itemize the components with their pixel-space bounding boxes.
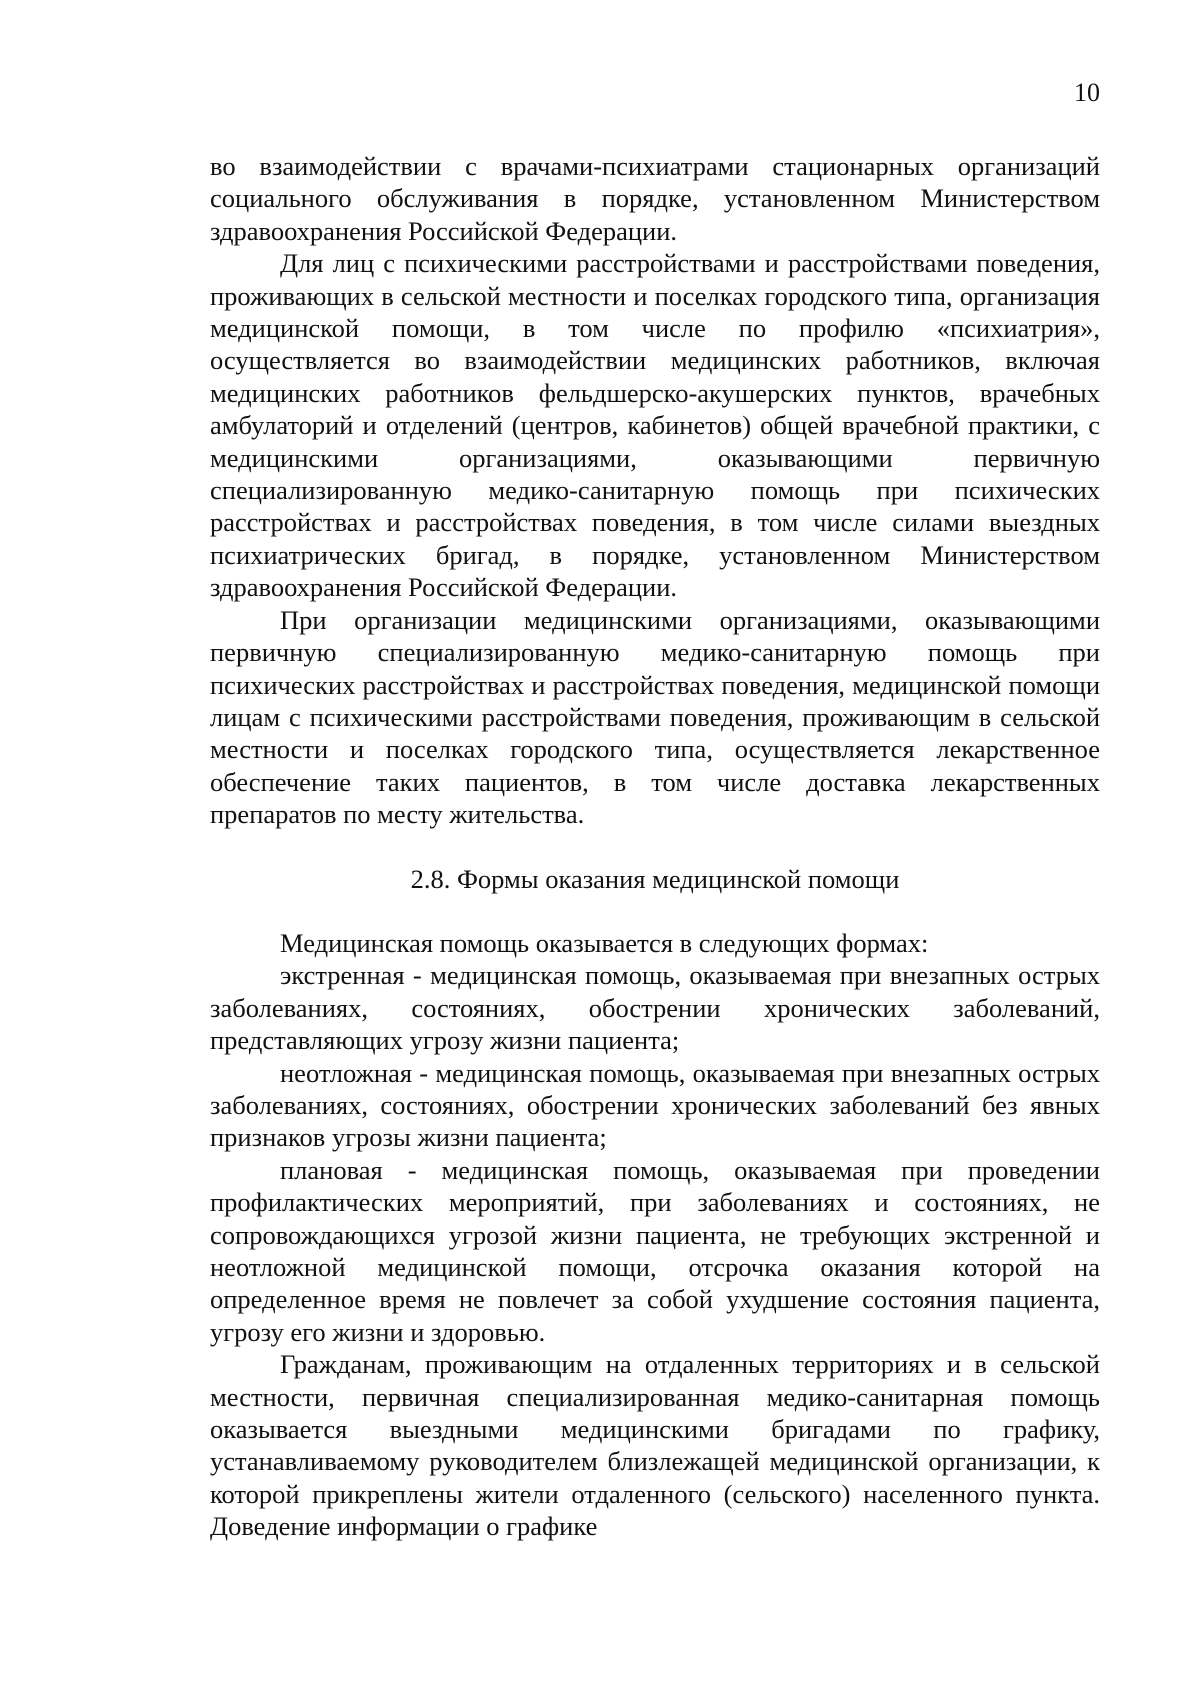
paragraph-drug-provision: При организации медицинскими организациями, оказывающими первичную специализированную медико-санитарную помощь при психических расстройствах и расстройствах поведения, медицинской помощи лицам с психическими расстройствами поведения, проживающим в сельской местности и поселках городского типа, осуществляется лекарственное обеспечение таких пациентов, в том числе доставка лекарственных препаратов по месту жительства. bbox=[210, 604, 1100, 830]
paragraph-planned-form: плановая - медицинская помощь, оказываемая при проведении профилактических мероприятий, при заболеваниях и состояниях, не сопровождающихся угрозой жизни пациента, не требующих экстренной и неотложной медицинской помощи, отсрочка оказания которой на определенное время не повлечет за собой ухудшение состояния пациента, угрозу его жизни и здоровью. bbox=[210, 1154, 1100, 1347]
page-number: 10 bbox=[1074, 78, 1100, 107]
paragraph-rural-psychiatric-care: Для лиц с психическими расстройствами и расстройствами поведения, проживающих в сельской местности и поселках городского типа, организация медицинской помощи, в том числе по профилю «психиатрия», осуществляется во взаимодействии медицинских работников, включая медицинских работников фельдшерско-акушерских пунктов, врачебных амбулаторий и отделений (центров, кабинетов) общей врачебной практики, с медицинскими организациями, оказывающими первичную специализированную медико-санитарную помощь при психических расстройствах и расстройствах поведения, в том числе силами выездных психиатрических бригад, в порядке, установленном Министерством здравоохранения Российской Федерации. bbox=[210, 248, 1100, 603]
paragraph-emergency-form: экстренная - медицинская помощь, оказываемая при внезапных острых заболеваниях, состояниях, обострении хронических заболеваний, представляющих угрозу жизни пациента; bbox=[210, 960, 1100, 1056]
paragraph-remote-territories: Гражданам, проживающим на отдаленных территориях и в сельской местности, первичная специализированная медико-санитарная помощь оказывается выездными медицинскими бригадами по графику, устанавливаемому руководителем близлежащей медицинской организации, к которой прикреплены жители отдаленного (сельского) населенного пункта. Доведение информации о графике bbox=[210, 1349, 1100, 1542]
document-body bbox=[210, 150, 1100, 1543]
paragraph-forms-intro: Медицинская помощь оказывается в следующих формах: bbox=[280, 927, 929, 958]
section-heading: 2.8. Формы оказания медицинской помощи bbox=[410, 863, 900, 894]
paragraph-continuation: во взаимодействии с врачами-психиатрами стационарных организаций социального обслуживания в порядке, установленном Министерством здравоохранения Российской Федерации. bbox=[210, 151, 1100, 246]
paragraph-urgent-form: неотложная - медицинская помощь, оказываемая при внезапных острых заболеваниях, состояниях, обострении хронических заболеваний без явных признаков угрозы жизни пациента; bbox=[210, 1057, 1100, 1153]
